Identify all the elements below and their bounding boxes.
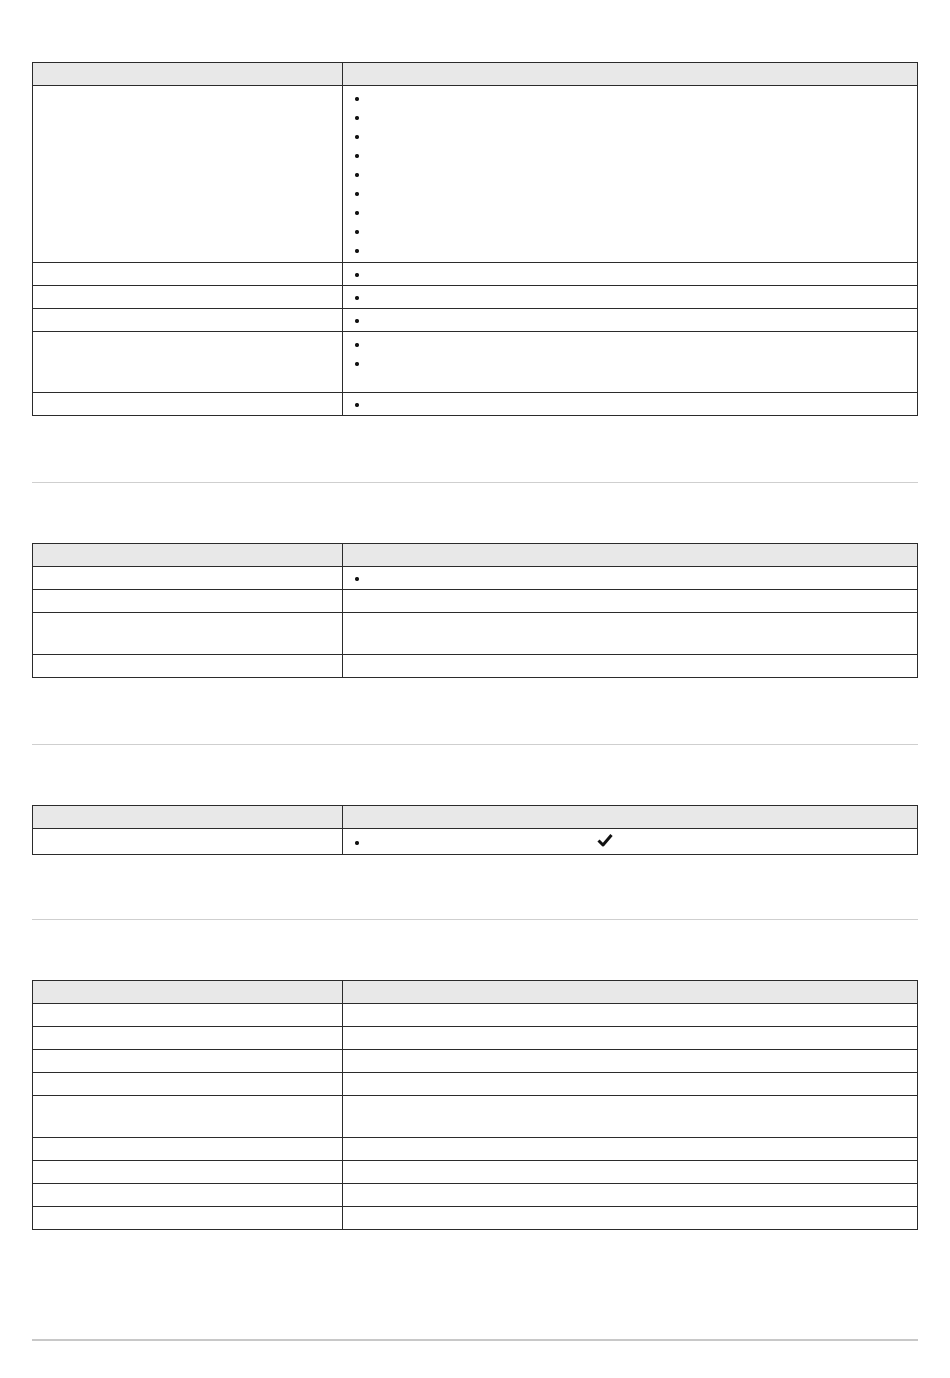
row-value-cell — [343, 286, 918, 309]
row-label-cell — [33, 86, 343, 263]
row-label-cell — [33, 1138, 343, 1161]
bullet-dot-icon — [355, 273, 359, 277]
table-row — [33, 332, 918, 393]
bullet-dot-icon — [355, 135, 359, 139]
table-row — [33, 1004, 918, 1027]
table-header-row — [33, 63, 918, 86]
spec-table-4 — [32, 980, 918, 1230]
bullet-dot-icon — [355, 230, 359, 234]
bullet-dot-icon — [355, 319, 359, 323]
table-row — [33, 1207, 918, 1230]
bullet-item — [353, 165, 909, 184]
bullet-item — [353, 288, 909, 307]
row-label-cell — [33, 286, 343, 309]
table-header-row — [33, 544, 918, 567]
table-row — [33, 309, 918, 332]
bullet-dot-icon — [355, 211, 359, 215]
row-value-cell — [343, 1027, 918, 1050]
row-value-cell — [343, 1138, 918, 1161]
bullet-item — [353, 833, 909, 852]
bullet-item — [353, 335, 909, 354]
row-value-cell — [343, 309, 918, 332]
row-label-cell — [33, 567, 343, 590]
header-cell-label — [33, 806, 343, 829]
bullet-dot-icon — [355, 97, 359, 101]
row-label-cell — [33, 613, 343, 655]
bullet-item — [353, 203, 909, 222]
bullet-item — [353, 311, 909, 330]
row-value-cell — [343, 1096, 918, 1138]
table-row — [33, 1027, 918, 1050]
row-value-cell — [343, 1004, 918, 1027]
row-label-cell — [33, 332, 343, 393]
section-divider — [32, 919, 918, 920]
section-divider — [32, 744, 918, 745]
header-cell-value — [343, 806, 918, 829]
table-row — [33, 393, 918, 416]
header-cell-value — [343, 544, 918, 567]
table-row — [33, 567, 918, 590]
spec-table-3 — [32, 805, 918, 855]
bullet-dot-icon — [355, 362, 359, 366]
header-cell-label — [33, 544, 343, 567]
table-row — [33, 829, 918, 855]
row-value-cell — [343, 1207, 918, 1230]
row-label-cell — [33, 1207, 343, 1230]
row-label-cell — [33, 393, 343, 416]
row-label-cell — [33, 1096, 343, 1138]
table-row — [33, 286, 918, 309]
bullet-dot-icon — [355, 577, 359, 581]
bullet-dot-icon — [355, 403, 359, 407]
bullet-item — [353, 569, 909, 588]
bullet-item — [353, 395, 909, 414]
row-value-cell — [343, 393, 918, 416]
row-value-cell — [343, 263, 918, 286]
section-divider — [32, 482, 918, 483]
bullet-dot-icon — [355, 343, 359, 347]
row-label-cell — [33, 263, 343, 286]
bullet-item — [353, 222, 909, 241]
table-row — [33, 1184, 918, 1207]
row-value-cell — [343, 829, 918, 855]
row-value-cell — [343, 1050, 918, 1073]
row-label-cell — [33, 1184, 343, 1207]
bullet-dot-icon — [355, 249, 359, 253]
header-cell-value — [343, 981, 918, 1004]
table-row — [33, 1073, 918, 1096]
bullet-item — [353, 108, 909, 127]
table-row — [33, 613, 918, 655]
table-row — [33, 655, 918, 678]
bullet-dot-icon — [355, 116, 359, 120]
header-cell-label — [33, 981, 343, 1004]
row-value-cell — [343, 613, 918, 655]
row-value-cell — [343, 1184, 918, 1207]
row-label-cell — [33, 1004, 343, 1027]
row-label-cell — [33, 1161, 343, 1184]
bullet-dot-icon — [355, 173, 359, 177]
row-value-cell — [343, 567, 918, 590]
checkmark-icon — [597, 833, 613, 850]
bullet-item — [353, 146, 909, 165]
spec-table-2 — [32, 543, 918, 678]
table-row — [33, 1096, 918, 1138]
table-header-row — [33, 806, 918, 829]
row-value-cell — [343, 1161, 918, 1184]
row-value-cell — [343, 86, 918, 263]
row-value-cell — [343, 332, 918, 393]
spec-table-1 — [32, 62, 918, 416]
footer-divider — [32, 1339, 918, 1341]
table-row — [33, 263, 918, 286]
row-value-cell — [343, 590, 918, 613]
table-row — [33, 1050, 918, 1073]
row-label-cell — [33, 1050, 343, 1073]
bullet-item — [353, 354, 909, 373]
bullet-item — [353, 89, 909, 108]
table-row — [33, 590, 918, 613]
row-label-cell — [33, 590, 343, 613]
bullet-item — [353, 241, 909, 260]
table-row — [33, 86, 918, 263]
row-value-cell — [343, 1073, 918, 1096]
bullet-item — [353, 265, 909, 284]
table-header-row — [33, 981, 918, 1004]
bullet-dot-icon — [355, 192, 359, 196]
header-cell-label — [33, 63, 343, 86]
bullet-item — [353, 184, 909, 203]
table-row — [33, 1161, 918, 1184]
row-label-cell — [33, 309, 343, 332]
bullet-dot-icon — [355, 296, 359, 300]
row-label-cell — [33, 829, 343, 855]
header-cell-value — [343, 63, 918, 86]
row-value-cell — [343, 655, 918, 678]
table-row — [33, 1138, 918, 1161]
row-label-cell — [33, 1027, 343, 1050]
bullet-dot-icon — [355, 841, 359, 845]
row-label-cell — [33, 1073, 343, 1096]
bullet-dot-icon — [355, 154, 359, 158]
bullet-item — [353, 127, 909, 146]
row-label-cell — [33, 655, 343, 678]
